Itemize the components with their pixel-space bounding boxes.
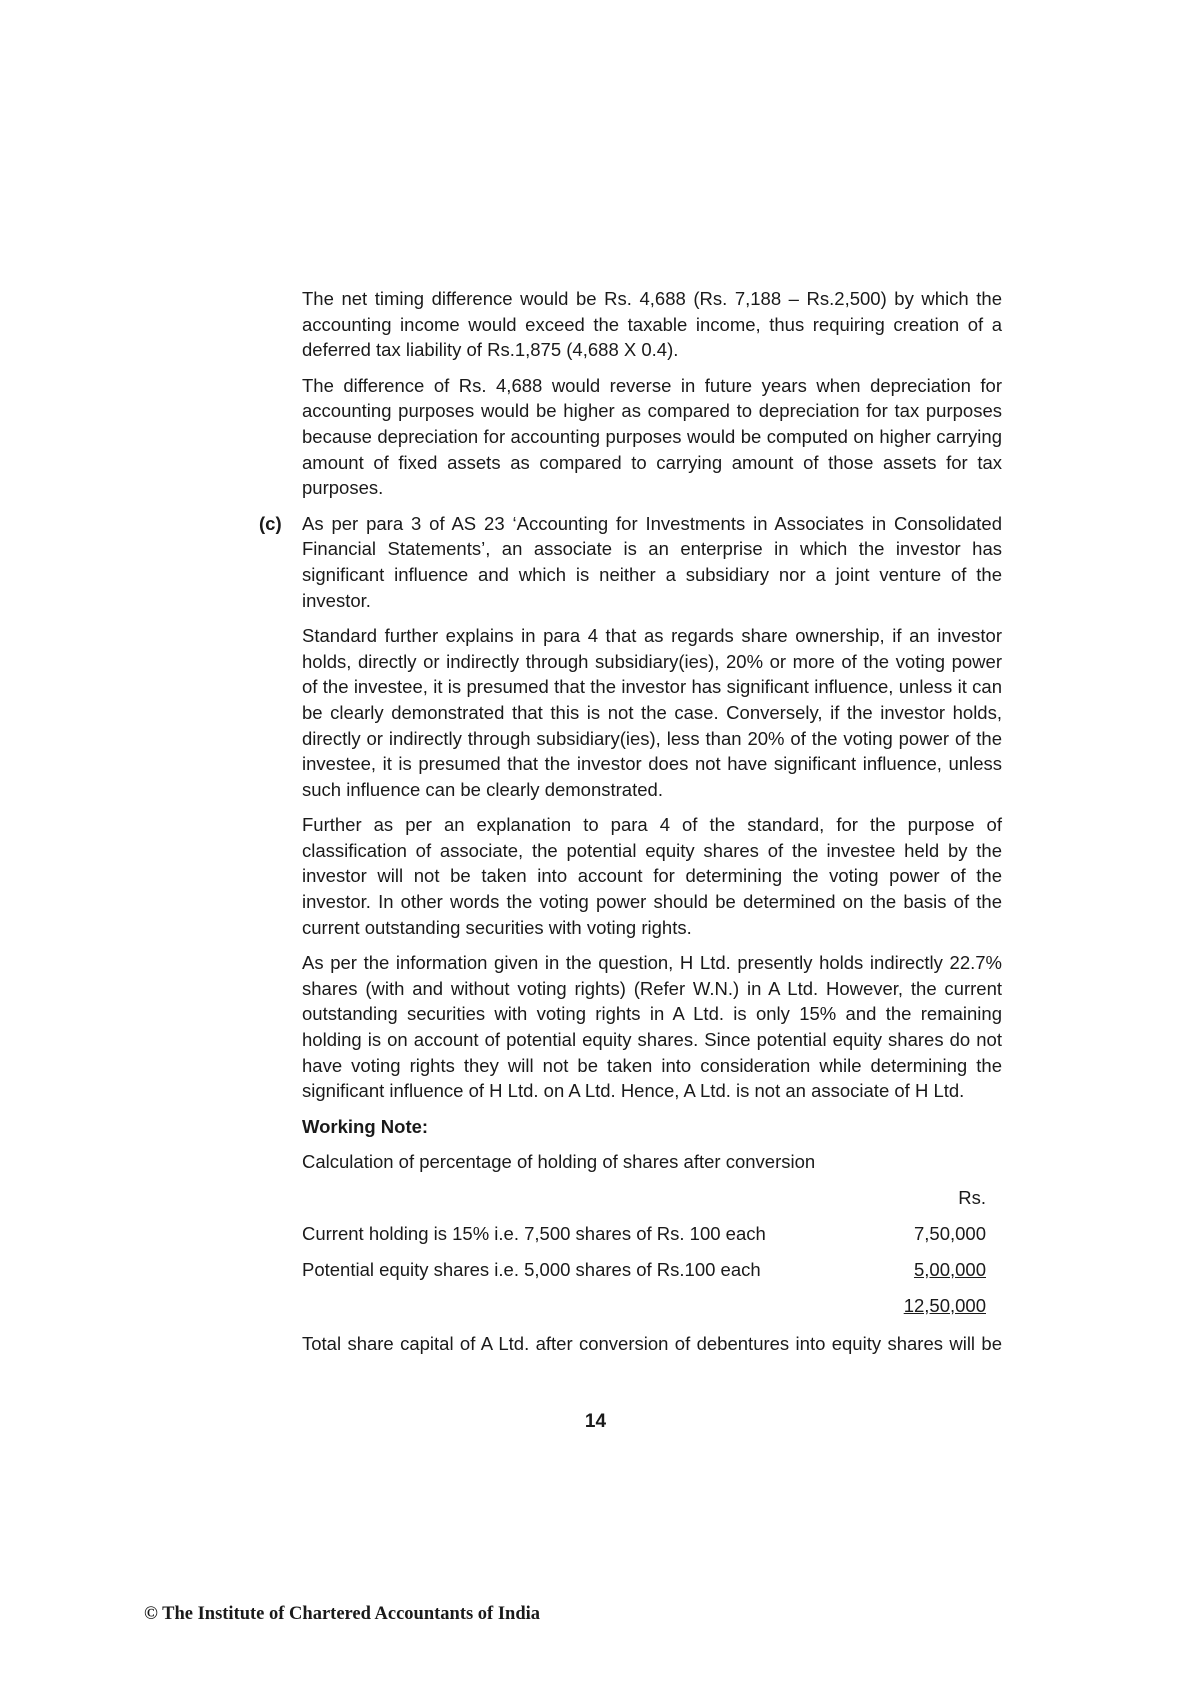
copyright-footer: © The Institute of Chartered Accountants of India <box>144 1604 541 1624</box>
paragraph-as23-definition: As per para 3 of AS 23 ‘Accounting for Investments in Associates in Consolidated Financial Statements’, an associate is an enterprise in which the investor has significant influence and which is neither a subsidiary nor a joint venture of the investor. <box>302 512 1002 611</box>
paragraph-potential-equity-explanation: Further as per an explanation to para 4 of the standard, for the purpose of classification of associate, the potential equity shares of the investee held by the investor will not be taken into account for determining the voting power of the investor. In other words the voting power should be determined on the basis of the current outstanding securities with voting rights. <box>302 814 1002 938</box>
paragraph-conclusion: As per the information given in the question, H Ltd. presently holds indirectly 22.7% shares (with and without voting rights) (Refer W.N.) in A Ltd. However, the current outstanding securities with voting rights in A Ltd. is only 15% and the remaining holding is on account of potential equity shares. Since potential equity shares do not have voting rights they will not be taken into consideration while determining the significant influence of H Ltd. on A Ltd. Hence, A Ltd. is not an associate of H Ltd. <box>302 952 1002 1102</box>
holding-calculation-table <box>302 1185 1002 1329</box>
page-content <box>259 286 1002 1357</box>
working-note-heading: Working Note: <box>302 1115 429 1137</box>
currency-header: Rs. <box>958 1187 986 1208</box>
paragraph-difference-reversal: The difference of Rs. 4,688 would reverse in future years when depreciation for accounting purposes would be higher as compared to depreciation for tax purposes because depreciation for accounting purposes would be computed on higher carrying amount of fixed assets as compared to carrying amount of those assets for tax purposes. <box>302 374 1002 499</box>
paragraph-net-timing-difference: The net timing difference would be Rs. 4,688 (Rs. 7,188 – Rs.2,500) by which the accounting income would exceed the taxable income, thus requiring creation of a deferred tax liability of Rs.1,875 (4,688 X 0.4). <box>302 288 1002 361</box>
table-header-row <box>302 1185 1002 1221</box>
calculation-title: Calculation of percentage of holding of shares after conversion <box>302 1151 816 1173</box>
section-c <box>259 511 1002 1357</box>
row-amount: 5,00,000 <box>913 1259 986 1280</box>
table-row <box>302 1257 1002 1293</box>
section-c-label: (c) <box>259 512 282 534</box>
row-description: Potential equity shares i.e. 5,000 shares of Rs.100 each <box>302 1259 761 1280</box>
table-total-row <box>302 1293 1002 1329</box>
total-amount: 12,50,000 <box>903 1295 986 1316</box>
row-amount: 7,50,000 <box>913 1223 986 1244</box>
row-description: Current holding is 15% i.e. 7,500 shares of Rs. 100 each <box>302 1223 766 1244</box>
continuation-line: Total share capital of A Ltd. after conversion of debentures into equity shares will be <box>302 1333 1002 1354</box>
paragraph-para4-share-ownership: Standard further explains in para 4 that as regards share ownership, if an investor holds, directly or indirectly through subsidiary(ies), 20% or more of the voting power of the investee, it is presumed that the investor has significant influence, unless it can be clearly demonstrated that this is not the case. Conversely, if the investor holds, directly or indirectly through subsidiary(ies), less than 20% of the voting power of the investee, it is presumed that the investor does not have significant influence, unless such influence can be clearly demonstrated. <box>302 625 1002 800</box>
table-row <box>302 1221 1002 1257</box>
page-number: 14 <box>584 1411 607 1432</box>
